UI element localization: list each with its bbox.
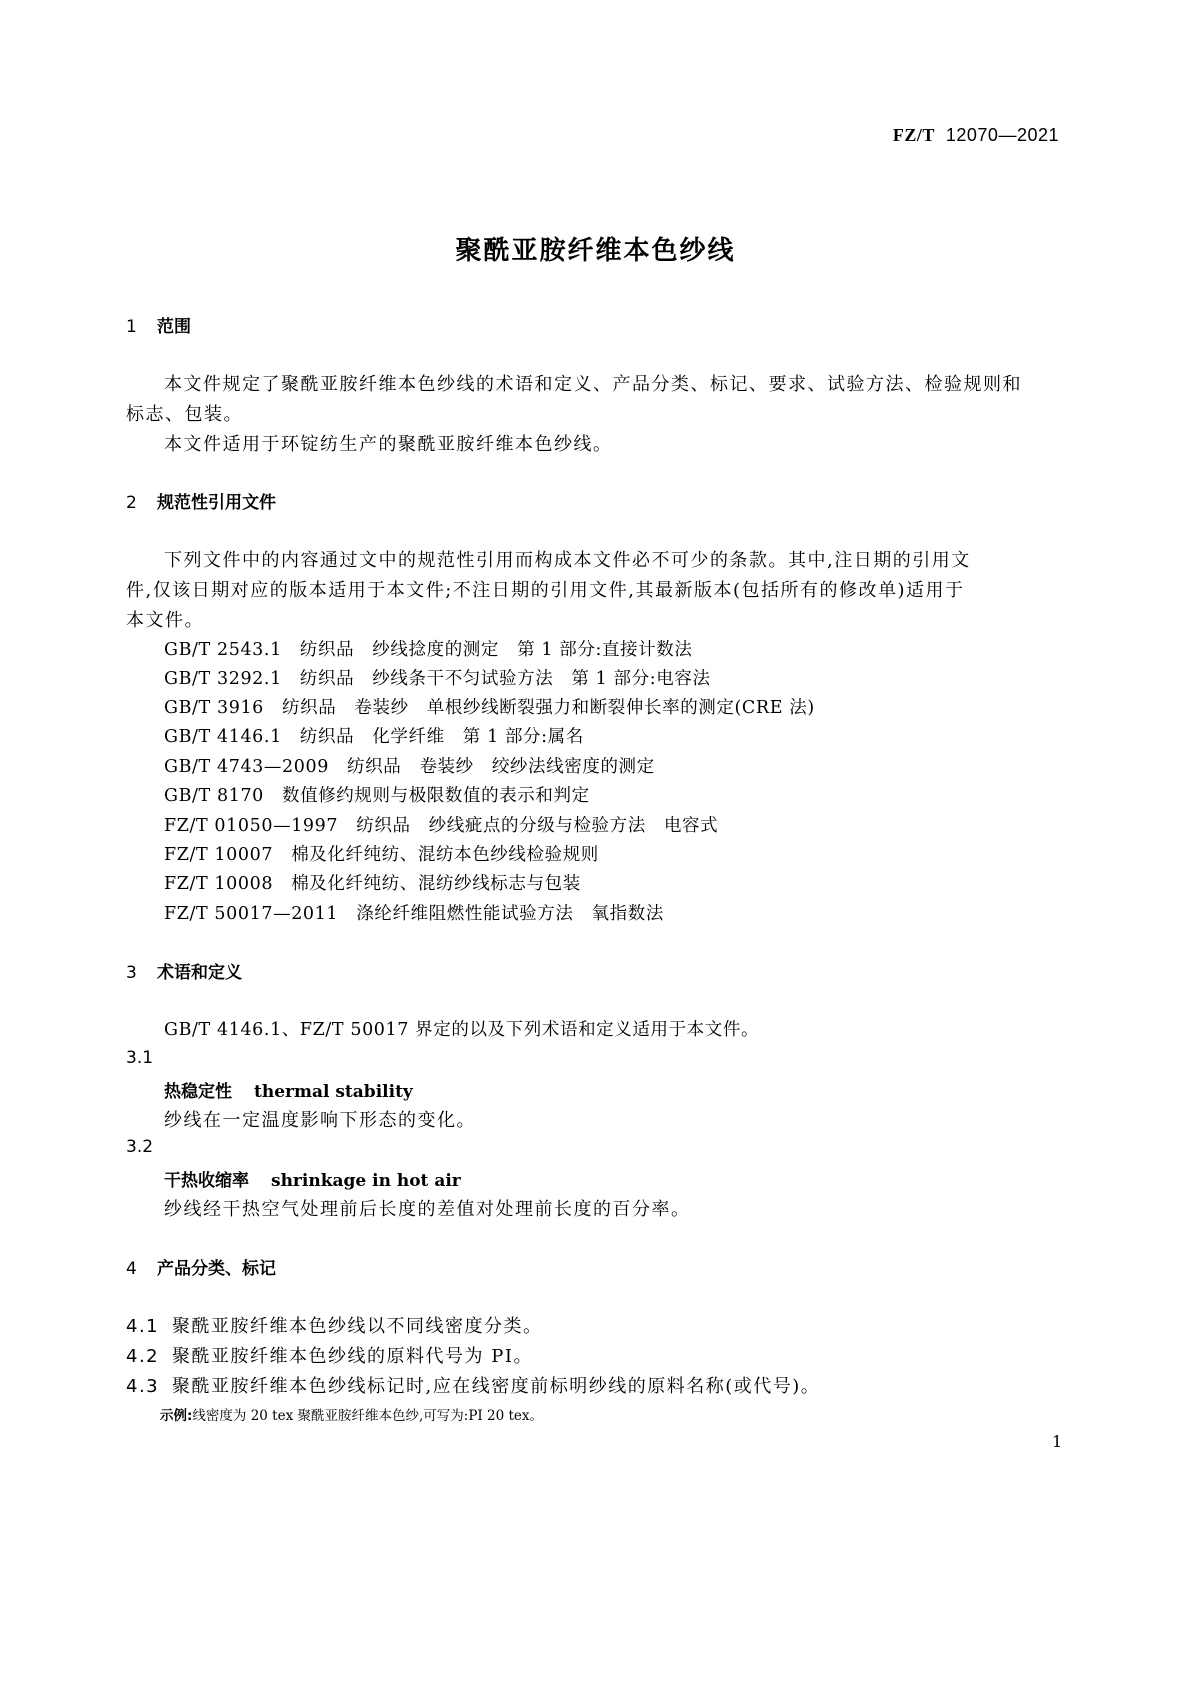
section-title: 产品分类、标记 <box>157 1259 276 1279</box>
clause-number: 4.1 <box>126 1316 160 1337</box>
reference-item: FZ/T 01050—1997 纺织品 纱线疵点的分级与检验方法 电容式 <box>164 816 719 836</box>
reference-item: GB/T 8170 数值修约规则与极限数值的表示和判定 <box>164 786 590 806</box>
clause-text: 聚酰亚胺纤维本色纱线标记时,应在线密度前标明纱线的原料名称(或代号)。 <box>172 1376 821 1397</box>
clause <box>126 1372 820 1398</box>
section-2-heading <box>126 488 276 513</box>
reference-item: FZ/T 10007 棉及化纤纯纺、混纺本色纱线检验规则 <box>164 845 599 865</box>
standard-number <box>893 125 1059 146</box>
clause-text: 聚酰亚胺纤维本色纱线以不同线密度分类。 <box>172 1316 543 1337</box>
term-zh: 干热收缩率 <box>164 1171 249 1191</box>
paragraph-line: 下列文件中的内容通过文中的规范性引用而构成本文件必不可少的条款。其中,注日期的引用文 <box>164 550 971 571</box>
document-title: 聚酰亚胺纤维本色纱线 <box>455 236 736 266</box>
clause-number: 4.3 <box>126 1376 160 1397</box>
section-title: 规范性引用文件 <box>157 493 276 513</box>
reference-item: GB/T 4146.1 纺织品 化学纤维 第 1 部分:属名 <box>164 727 584 747</box>
reference-item: GB/T 2543.1 纺织品 纱线捻度的测定 第 1 部分:直接计数法 <box>164 640 693 660</box>
standard-code: 12070—2021 <box>945 125 1059 145</box>
term-definition: 纱线经干热空气处理前后长度的差值对处理前长度的百分率。 <box>164 1199 691 1220</box>
reference-item: FZ/T 10008 棉及化纤纯纺、混纺纱线标志与包装 <box>164 874 581 894</box>
example-text: 线密度为 20 tex 聚酰亚胺纤维本色纱,可写为:PI 20 tex。 <box>192 1408 544 1424</box>
clause-text: 聚酰亚胺纤维本色纱线的原料代号为 PI。 <box>172 1346 533 1367</box>
term-en: thermal stability <box>254 1082 413 1102</box>
page-number: 1 <box>1052 1432 1063 1451</box>
standard-prefix: FZ/T <box>892 125 935 145</box>
clause-number: 4.2 <box>126 1346 160 1367</box>
term-heading <box>164 1166 461 1191</box>
clause <box>126 1342 533 1368</box>
reference-item: GB/T 3916 纺织品 卷装纱 单根纱线断裂强力和断裂伸长率的测定(CRE 法) <box>164 698 815 718</box>
paragraph-line: 本文件适用于环锭纺生产的聚酰亚胺纤维本色纱线。 <box>164 434 613 455</box>
reference-item: FZ/T 50017—2011 涤纶纤维阻燃性能试验方法 氧指数法 <box>164 904 664 924</box>
term-heading <box>164 1077 413 1102</box>
paragraph-line: 标志、包装。 <box>126 404 243 425</box>
example-note <box>160 1404 543 1424</box>
paragraph-line: GB/T 4146.1、FZ/T 50017 界定的以及下列术语和定义适用于本文件。 <box>164 1020 760 1040</box>
term-number: 3.1 <box>126 1048 154 1068</box>
clause <box>126 1312 543 1338</box>
section-number: 2 <box>126 493 137 513</box>
term-number: 3.2 <box>126 1137 154 1157</box>
reference-item: GB/T 3292.1 纺织品 纱线条干不匀试验方法 第 1 部分:电容法 <box>164 669 711 689</box>
paragraph-line: 件,仅该日期对应的版本适用于本文件;不注日期的引用文件,其最新版本(包括所有的修改单)适用于 <box>126 580 965 601</box>
section-3-heading <box>126 958 242 983</box>
paragraph-line: 本文件规定了聚酰亚胺纤维本色纱线的术语和定义、产品分类、标记、要求、试验方法、检验规则和 <box>164 374 1022 395</box>
paragraph-line: 本文件。 <box>126 610 204 631</box>
term-zh: 热稳定性 <box>164 1082 232 1102</box>
section-title: 术语和定义 <box>157 963 242 983</box>
section-4-heading <box>126 1254 276 1279</box>
reference-item: GB/T 4743—2009 纺织品 卷装纱 绞纱法线密度的测定 <box>164 757 655 777</box>
section-number: 1 <box>126 317 137 337</box>
example-label: 示例: <box>160 1408 193 1424</box>
section-number: 3 <box>126 963 137 983</box>
term-definition: 纱线在一定温度影响下形态的变化。 <box>164 1110 476 1131</box>
section-1-heading <box>126 312 191 337</box>
section-number: 4 <box>126 1259 137 1279</box>
term-en: shrinkage in hot air <box>271 1171 461 1191</box>
section-title: 范围 <box>157 317 191 337</box>
